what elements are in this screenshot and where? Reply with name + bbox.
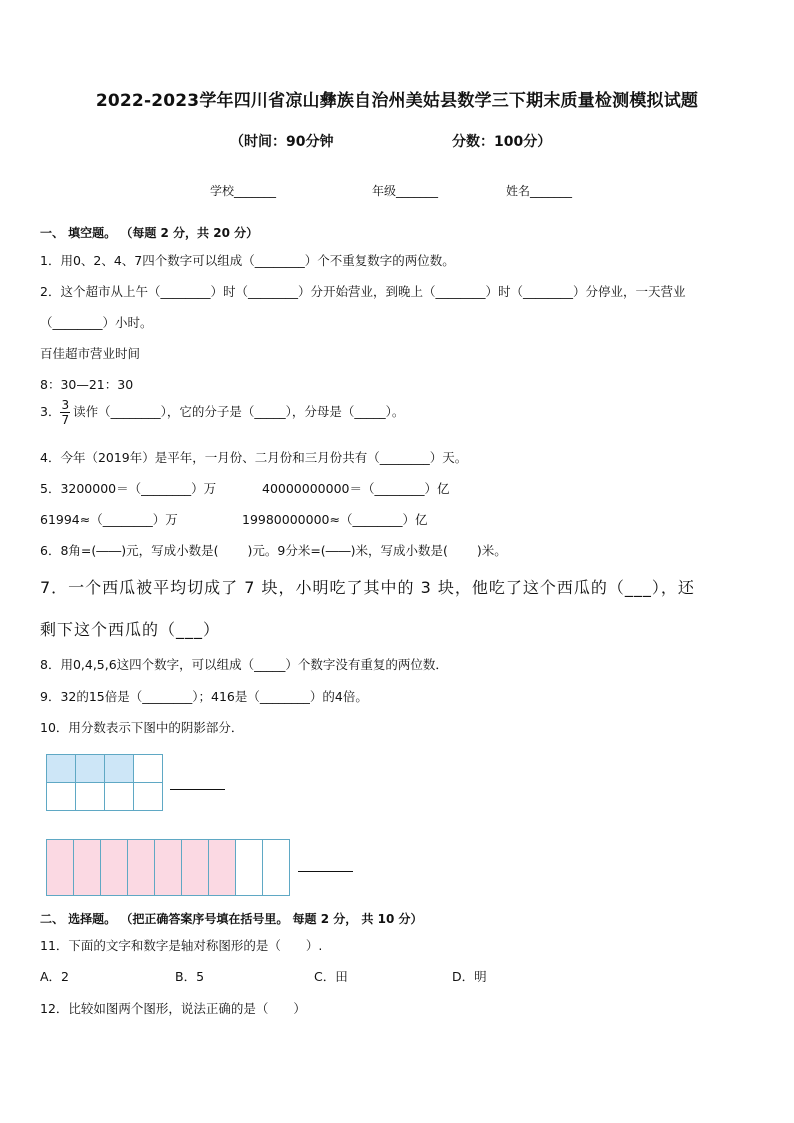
- question-8: 8．用0,4,5,6这四个数字，可以组成（_____）个数字没有重复的两位数．: [40, 657, 448, 672]
- shaded-cell: [101, 840, 128, 896]
- shaded-cell: [105, 755, 134, 783]
- question-2-line-1: 2．这个超市从上午（________）时（________）分开始营业，到晚上（________）时（________）分停业，一天营业: [40, 284, 686, 299]
- shaded-cell: [76, 755, 105, 783]
- question-11: 11．下面的文字和数字是轴对称图形的是（ ）.: [40, 938, 323, 953]
- question-11-option-c: C．田: [314, 969, 348, 984]
- exam-score: 分数：100分）: [452, 134, 552, 150]
- question-2-line-2: （________）小时。: [40, 315, 153, 330]
- shaded-cell: [182, 840, 209, 896]
- question-1: 1．用0、2、4、7四个数字可以组成（________）个不重复数字的两位数。: [40, 253, 455, 268]
- exam-time: （时间：90分钟: [230, 134, 334, 150]
- fraction-3-7: [60, 399, 70, 426]
- answer-line-1: [170, 789, 225, 790]
- shaded-cell: [47, 840, 74, 896]
- store-hours-sign-time: 8：30—21：30: [40, 377, 134, 392]
- empty-cell: [134, 755, 163, 783]
- question-3-number: 3．: [40, 404, 61, 419]
- question-12: 12．比较如图两个图形，说法正确的是（ ）: [40, 1001, 306, 1016]
- question-11-option-d: D．明: [452, 969, 487, 984]
- question-5-a: 5．3200000＝（________）万: [40, 481, 217, 496]
- question-5-c: 61994≈（________）万: [40, 512, 178, 527]
- grade-field: 年级_______: [372, 184, 439, 198]
- answer-line-2: [298, 871, 353, 872]
- shaded-cell: [209, 840, 236, 896]
- store-hours-sign-title: 百佳超市营业时间: [40, 346, 141, 361]
- question-6: 6．8角=(――)元，写成小数是( )元。9分米=(――)米，写成小数是( )米。: [40, 543, 507, 558]
- empty-cell: [76, 783, 105, 811]
- question-4: 4．今年（2019年）是平年，一月份、二月份和三月份共有（________）天。: [40, 450, 468, 465]
- fraction-numerator: 3: [61, 398, 70, 412]
- question-3-text: 读作（________），它的分子是（_____），分母是（_____）。: [73, 404, 405, 419]
- empty-cell: [105, 783, 134, 811]
- shaded-cell: [74, 840, 101, 896]
- page-title: 2022-2023学年四川省凉山彝族自治州美姑县数学三下期末质量检测模拟试题: [95, 91, 699, 111]
- question-3: [40, 399, 404, 426]
- school-field: 学校_______: [210, 184, 277, 198]
- empty-cell: [263, 840, 290, 896]
- question-7-line-2: 剩下这个西瓜的（___）: [40, 620, 221, 639]
- question-10: 10．用分数表示下图中的阴影部分．: [40, 720, 244, 735]
- question-7-line-1: 7．一个西瓜被平均切成了 7 块，小明吃了其中的 3 块，他吃了这个西瓜的（___），还: [40, 578, 695, 597]
- question-11-option-b: B．5: [175, 969, 205, 984]
- section-choice-heading: 二、 选择题。 （把正确答案序号填在括号里。 每题 2 分， 共 10 分）: [40, 912, 423, 926]
- shaded-grid-2: [46, 839, 290, 896]
- empty-cell: [47, 783, 76, 811]
- fraction-denominator: 7: [61, 413, 70, 427]
- section-fill-blank-heading: 一、 填空题。 （每题 2 分，共 20 分）: [40, 226, 259, 240]
- question-5-b: 40000000000＝（________）亿: [262, 481, 450, 496]
- shaded-grid-1: [46, 754, 163, 811]
- name-field: 姓名_______: [506, 184, 573, 198]
- question-11-option-a: A．2: [40, 969, 70, 984]
- shaded-cell: [155, 840, 182, 896]
- question-9: 9．32的15倍是（________）；416是（________）的4倍。: [40, 689, 368, 704]
- empty-cell: [134, 783, 163, 811]
- empty-cell: [236, 840, 263, 896]
- question-5-d: 19980000000≈（________）亿: [242, 512, 428, 527]
- shaded-cell: [128, 840, 155, 896]
- shaded-cell: [47, 755, 76, 783]
